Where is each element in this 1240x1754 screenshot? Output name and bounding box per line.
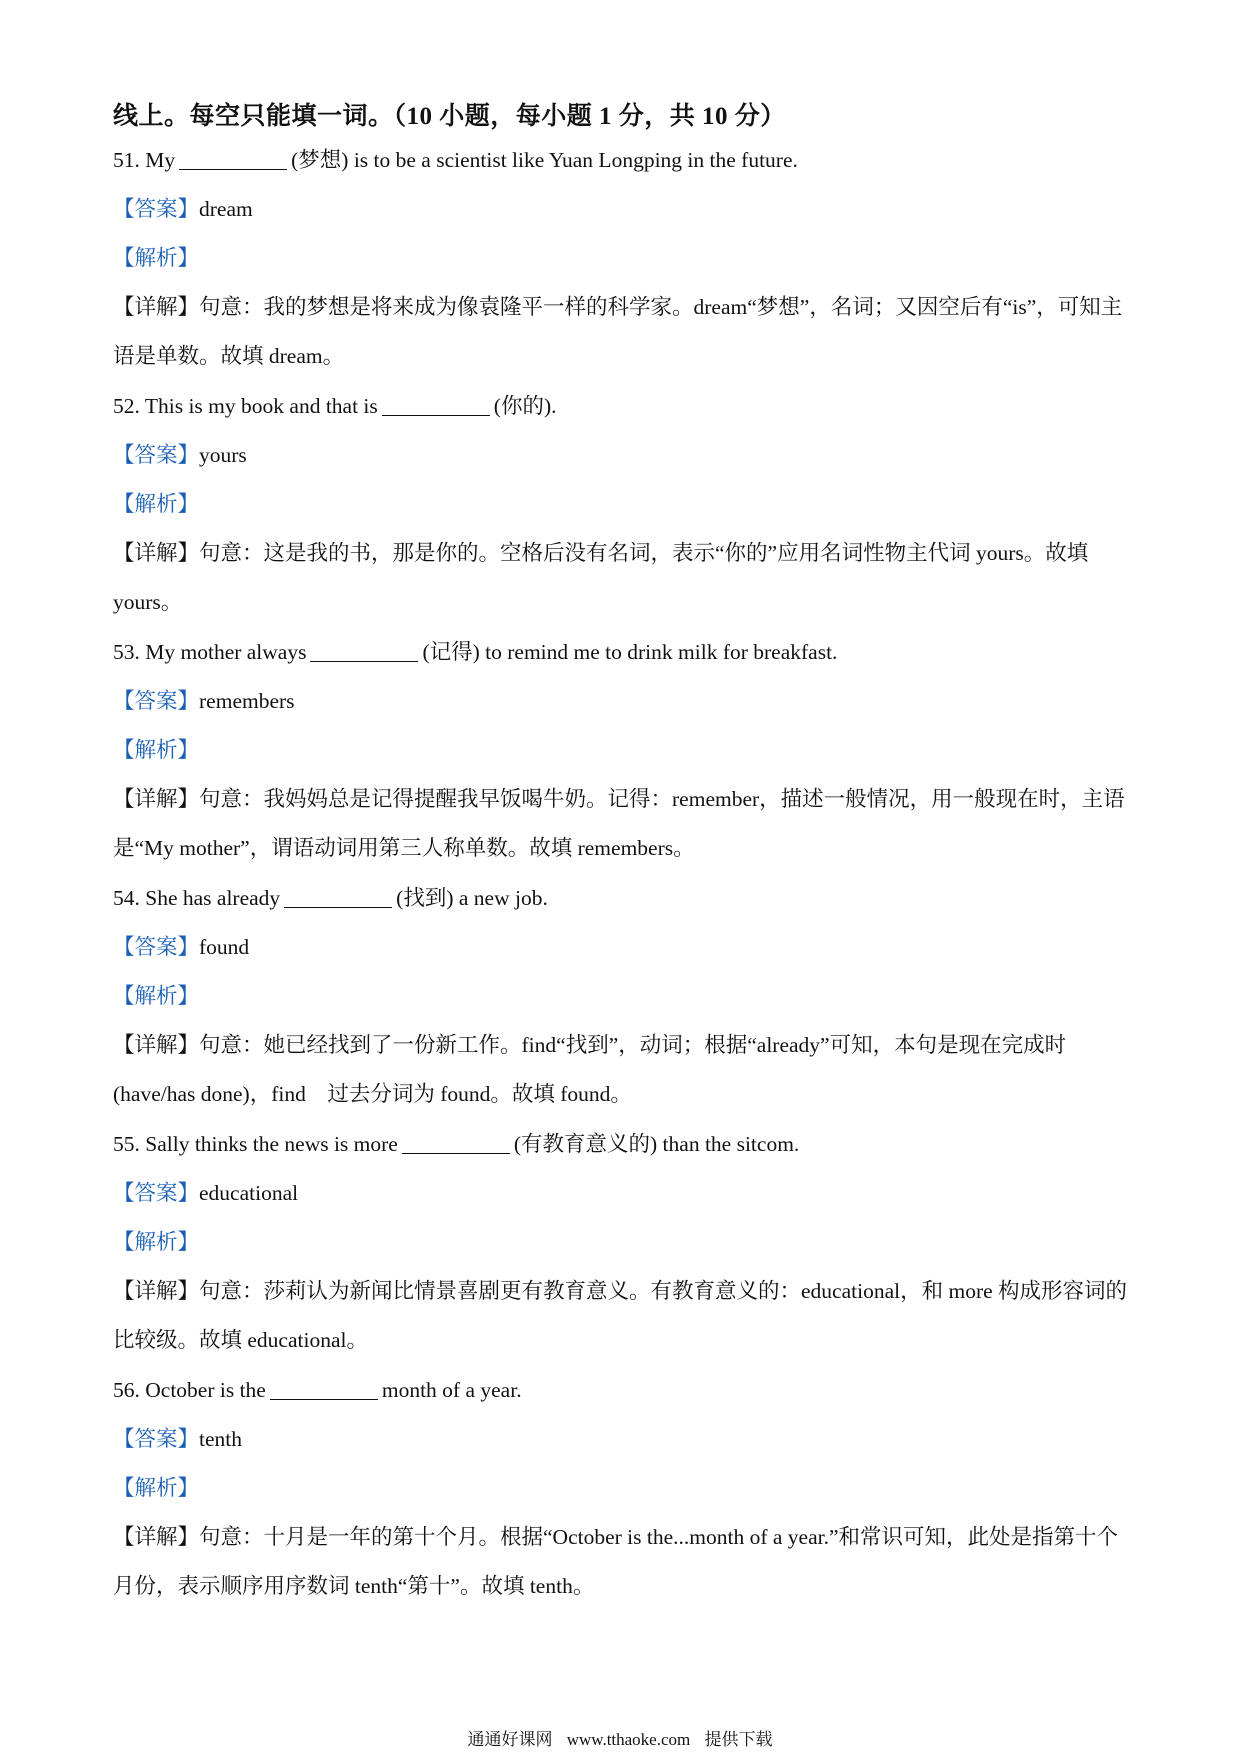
answer-blank <box>402 1131 510 1154</box>
analysis-line <box>113 1227 1133 1257</box>
answer-label: 【答案】 <box>113 935 200 959</box>
analysis-label: 【解析】 <box>113 738 200 762</box>
detail-paragraph <box>113 1513 1133 1611</box>
detail-label: 【详解】 <box>113 295 200 319</box>
detail-text: 句意：十月是一年的第十个月。根据“October is the...month of a year.”和常识可知，此处是指第十个月份，表示顺序用序数词 tenth“第十”。故填 tenth。 <box>113 1525 1119 1598</box>
detail-paragraph <box>113 529 1133 627</box>
detail-label: 【详解】 <box>113 787 200 811</box>
answer-line <box>113 932 1133 962</box>
question-text <box>113 1375 1133 1405</box>
footer-suffix: 提供下载 <box>704 1730 773 1749</box>
question-text <box>113 883 1133 913</box>
detail-text: 句意：她已经找到了一份新工作。find“找到”，动词；根据“already”可知，本句是现在完成时(have/has done)，find 过去分词为 found。故填 found。 <box>113 1033 1067 1106</box>
answer-line <box>113 1178 1133 1208</box>
answer-value: educational <box>199 1181 299 1205</box>
question-text <box>113 391 1133 421</box>
answer-blank <box>270 1377 378 1400</box>
question-suffix: (你的). <box>493 394 557 418</box>
footer-site-name: 通通好课网 <box>467 1730 553 1749</box>
answer-value: yours <box>199 443 247 467</box>
detail-label: 【详解】 <box>113 1033 200 1057</box>
answer-label: 【答案】 <box>113 1427 200 1451</box>
detail-paragraph <box>113 775 1133 873</box>
question-suffix: (找到) a new job. <box>396 886 548 910</box>
document-page <box>113 100 1133 1621</box>
answer-value: remembers <box>199 689 295 713</box>
question-text <box>113 1129 1133 1159</box>
question-suffix: (记得) to remind me to drink milk for breakfast. <box>422 640 838 664</box>
answer-blank <box>382 393 490 416</box>
answer-value: tenth <box>199 1427 243 1451</box>
question-prompt: 55. Sally thinks the news is more <box>113 1132 398 1156</box>
detail-paragraph <box>113 283 1133 381</box>
answer-line <box>113 194 1133 224</box>
question-list <box>113 145 1133 1611</box>
detail-text: 句意：莎莉认为新闻比情景喜剧更有教育意义。有教育意义的：educational，和 more 构成形容词的比较级。故填 educational。 <box>113 1279 1128 1352</box>
answer-blank <box>179 147 287 170</box>
detail-text: 句意：这是我的书，那是你的。空格后没有名词，表示“你的”应用名词性物主代词 yours。故填 yours。 <box>113 541 1089 614</box>
question-text <box>113 145 1133 175</box>
question-suffix: (梦想) is to be a scientist like Yuan Longping in the future. <box>291 148 798 172</box>
analysis-line <box>113 981 1133 1011</box>
answer-label: 【答案】 <box>113 443 200 467</box>
question-prompt: 56. October is the <box>113 1378 266 1402</box>
answer-value: found <box>199 935 250 959</box>
detail-text: 句意：我的梦想是将来成为像袁隆平一样的科学家。dream“梦想”，名词；又因空后有“is”，可知主语是单数。故填 dream。 <box>113 295 1123 368</box>
analysis-label: 【解析】 <box>113 492 200 516</box>
question-prompt: 53. My mother always <box>113 640 307 664</box>
answer-line <box>113 686 1133 716</box>
answer-blank <box>310 639 418 662</box>
question-suffix: (有教育意义的) than the sitcom. <box>513 1132 800 1156</box>
analysis-line <box>113 489 1133 519</box>
page-footer <box>0 1730 1240 1750</box>
detail-paragraph <box>113 1021 1133 1119</box>
analysis-line <box>113 243 1133 273</box>
analysis-line <box>113 1473 1133 1503</box>
detail-label: 【详解】 <box>113 1279 200 1303</box>
analysis-line <box>113 735 1133 765</box>
question-prompt: 54. She has already <box>113 886 281 910</box>
detail-text: 句意：我妈妈总是记得提醒我早饭喝牛奶。记得：remember，描述一般情况，用一般现在时，主语是“My mother”，谓语动词用第三人称单数。故填 remembers。 <box>113 787 1125 860</box>
answer-label: 【答案】 <box>113 197 200 221</box>
question-suffix: month of a year. <box>381 1378 522 1402</box>
analysis-label: 【解析】 <box>113 246 200 270</box>
analysis-label: 【解析】 <box>113 984 200 1008</box>
question-prompt: 51. My <box>113 148 176 172</box>
answer-line <box>113 1424 1133 1454</box>
question-text <box>113 637 1133 667</box>
footer-url: www.tthaoke.com <box>566 1730 691 1749</box>
analysis-label: 【解析】 <box>113 1230 200 1254</box>
answer-line <box>113 440 1133 470</box>
answer-label: 【答案】 <box>113 689 200 713</box>
answer-blank <box>284 885 392 908</box>
detail-label: 【详解】 <box>113 1525 200 1549</box>
answer-label: 【答案】 <box>113 1181 200 1205</box>
question-prompt: 52. This is my book and that is <box>113 394 378 418</box>
detail-label: 【详解】 <box>113 541 200 565</box>
section-heading: 线上。每空只能填一词。（10 小题，每小题 1 分，共 10 分） <box>113 103 786 130</box>
answer-value: dream <box>199 197 253 221</box>
analysis-label: 【解析】 <box>113 1476 200 1500</box>
detail-paragraph <box>113 1267 1133 1365</box>
